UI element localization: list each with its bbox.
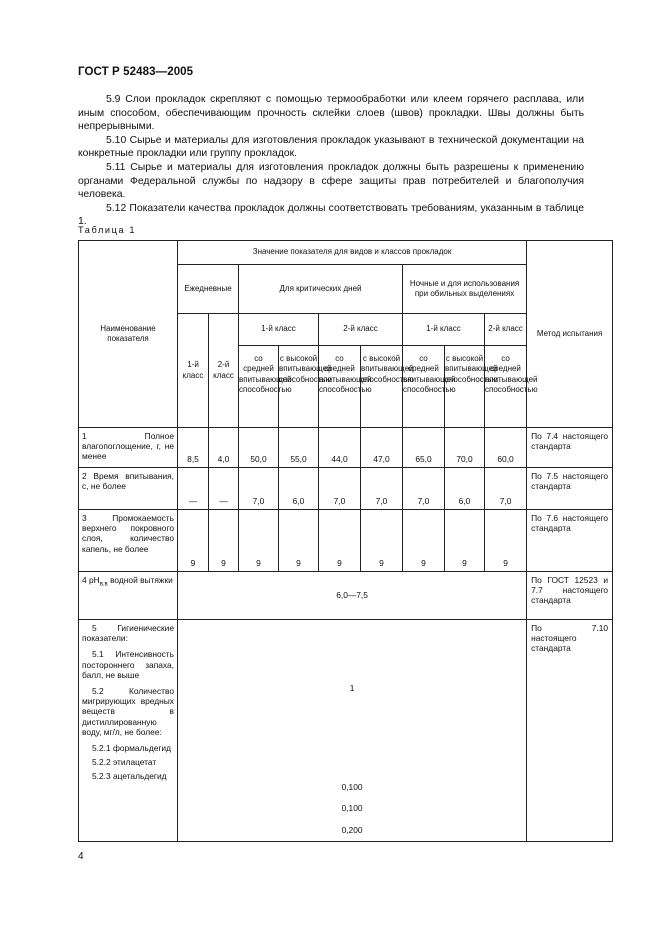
row-name bbox=[79, 620, 178, 842]
header-daily-class1: 1-й класс bbox=[178, 314, 209, 428]
row-name: 1 Полное влагопоглощение, г, не менее bbox=[79, 428, 178, 468]
hygiene-item-value: 0,200 bbox=[341, 825, 363, 835]
header-critical-c1-high: с высокой впитывающей способностью bbox=[279, 346, 319, 428]
row-value: — bbox=[178, 468, 209, 510]
header-night-c1-medium: со средней впитывающей способностью bbox=[403, 346, 445, 428]
header-daily-class2: 2-й класс bbox=[209, 314, 239, 428]
row-method: По 7.6 настоящего стандарта bbox=[527, 510, 613, 572]
table-row bbox=[79, 428, 613, 468]
hygiene-values bbox=[178, 620, 527, 842]
row-value: 44,0 bbox=[319, 428, 361, 468]
row-value: 6,0 bbox=[445, 468, 485, 510]
paragraph-5-12: 5.12 Показатели качества прокладок должны соответствовать требованиям, указанным в таблице 1. bbox=[78, 202, 584, 228]
header-critical-class1: 1-й класс bbox=[239, 314, 319, 346]
header-critical-c2-high: с высокой впитывающей способностью bbox=[361, 346, 403, 428]
hygiene-item-name: 5.2.2 этилацетат bbox=[92, 757, 157, 768]
body-text bbox=[78, 93, 584, 229]
header-critical-class2: 2-й класс bbox=[319, 314, 403, 346]
hygiene-item-name: 5.2.3 ацетальдегид bbox=[92, 771, 167, 782]
hygiene-item-value: 0,100 bbox=[341, 803, 363, 813]
row-value: 65,0 bbox=[403, 428, 445, 468]
hygiene-item-name: 5.1 Интенсивность постороннего запаха, балл, не выше bbox=[82, 649, 174, 680]
hygiene-item-value: 1 bbox=[349, 683, 355, 693]
row-value: 55,0 bbox=[279, 428, 319, 468]
row-value: 9 bbox=[319, 510, 361, 572]
row-value: 7,0 bbox=[319, 468, 361, 510]
row-value: 70,0 bbox=[445, 428, 485, 468]
row-name: 3 Промокаемость верхнего покровного слоя, количество капель, не более bbox=[79, 510, 178, 572]
header-method: Метод испытания bbox=[527, 241, 613, 428]
header-critical-c1-medium: со средней впитывающей способностью bbox=[239, 346, 279, 428]
row-value: 47,0 bbox=[361, 428, 403, 468]
document-header: ГОСТ Р 52483—2005 bbox=[78, 66, 194, 78]
row-value: 4,0 bbox=[209, 428, 239, 468]
hygiene-item-value: 0,100 bbox=[341, 782, 363, 792]
row-method: По 7.5 настоящего стандарта bbox=[527, 468, 613, 510]
table-row bbox=[79, 510, 613, 572]
header-night-c1-high: с высокой впитывающей способностью bbox=[445, 346, 485, 428]
requirements-table bbox=[78, 240, 613, 842]
row-value: 9 bbox=[239, 510, 279, 572]
table-row bbox=[79, 572, 613, 620]
table-caption: Таблица 1 bbox=[78, 225, 137, 235]
row-method: По 7.4 настоящего стандарта bbox=[527, 428, 613, 468]
header-value-group: Значение показателя для видов и классов прокладок bbox=[178, 241, 527, 265]
row-value: 7,0 bbox=[403, 468, 445, 510]
hygiene-title: 5 Гигиенические показатели: bbox=[82, 623, 174, 644]
header-name: Наименование показателя bbox=[79, 241, 178, 428]
row-value-merged: 6,0—7,5 bbox=[178, 572, 527, 620]
row-name: 2 Время впитывания, с, не более bbox=[79, 468, 178, 510]
row-value: 9 bbox=[485, 510, 527, 572]
row-value: — bbox=[209, 468, 239, 510]
row-value: 9 bbox=[279, 510, 319, 572]
page-number: 4 bbox=[78, 851, 84, 862]
row-value: 9 bbox=[403, 510, 445, 572]
row-method: По ГОСТ 12523 и 7.7 настоящего стандарта bbox=[527, 572, 613, 620]
hygiene-item-name: 5.2 Количество мигрирующих вредных веществ в дистиллированную воду, мг/л, не более: bbox=[82, 686, 174, 737]
row-value: 8,5 bbox=[178, 428, 209, 468]
paragraph-5-11: 5.11 Сырье и материалы для изготовления прокладок должны быть разрешены к применению органами Федеральной службы по надзору в сфере защиты прав потребителей и благополучия человека. bbox=[78, 161, 584, 201]
row-method: По 7.10 настоящего стандарта bbox=[527, 620, 613, 842]
row-value: 9 bbox=[178, 510, 209, 572]
header-daily: Ежедневные bbox=[178, 265, 239, 314]
table-row bbox=[79, 468, 613, 510]
header-critical: Для критических дней bbox=[239, 265, 403, 314]
paragraph-5-10: 5.10 Сырье и материалы для изготовления прокладок указывают в технической документации на конкретные прокладки или группу прокладок. bbox=[78, 134, 584, 160]
header-night-c2-medium: со средней впитывающей способностью bbox=[485, 346, 527, 428]
row-value: 9 bbox=[209, 510, 239, 572]
paragraph-5-9: 5.9 Слои прокладок скрепляют с помощью термообработки или клеем горячего расплава, или иным способом, обеспечивающим прочность склейки слоев (швов) прокладки. Швы должны быть непрерывными. bbox=[78, 94, 584, 133]
row-value: 7,0 bbox=[485, 468, 527, 510]
row-value: 9 bbox=[361, 510, 403, 572]
header-night: Ночные и для использования при обильных выделениях bbox=[403, 265, 527, 314]
row-value: 7,0 bbox=[239, 468, 279, 510]
row-value: 9 bbox=[445, 510, 485, 572]
row-value: 60,0 bbox=[485, 428, 527, 468]
header-night-class2: 2-й класс bbox=[485, 314, 527, 346]
hygiene-item-name: 5.2.1 формальдегид bbox=[92, 743, 171, 754]
header-night-class1: 1-й класс bbox=[403, 314, 485, 346]
row-name: 4 $pH_{в.в}$ водной вытяжки bbox=[79, 572, 178, 620]
row-value: 6,0 bbox=[279, 468, 319, 510]
header-critical-c2-medium: со средней впитывающей способностью bbox=[319, 346, 361, 428]
row-value: 7,0 bbox=[361, 468, 403, 510]
table-row-hygiene bbox=[79, 620, 613, 842]
row-value: 50,0 bbox=[239, 428, 279, 468]
